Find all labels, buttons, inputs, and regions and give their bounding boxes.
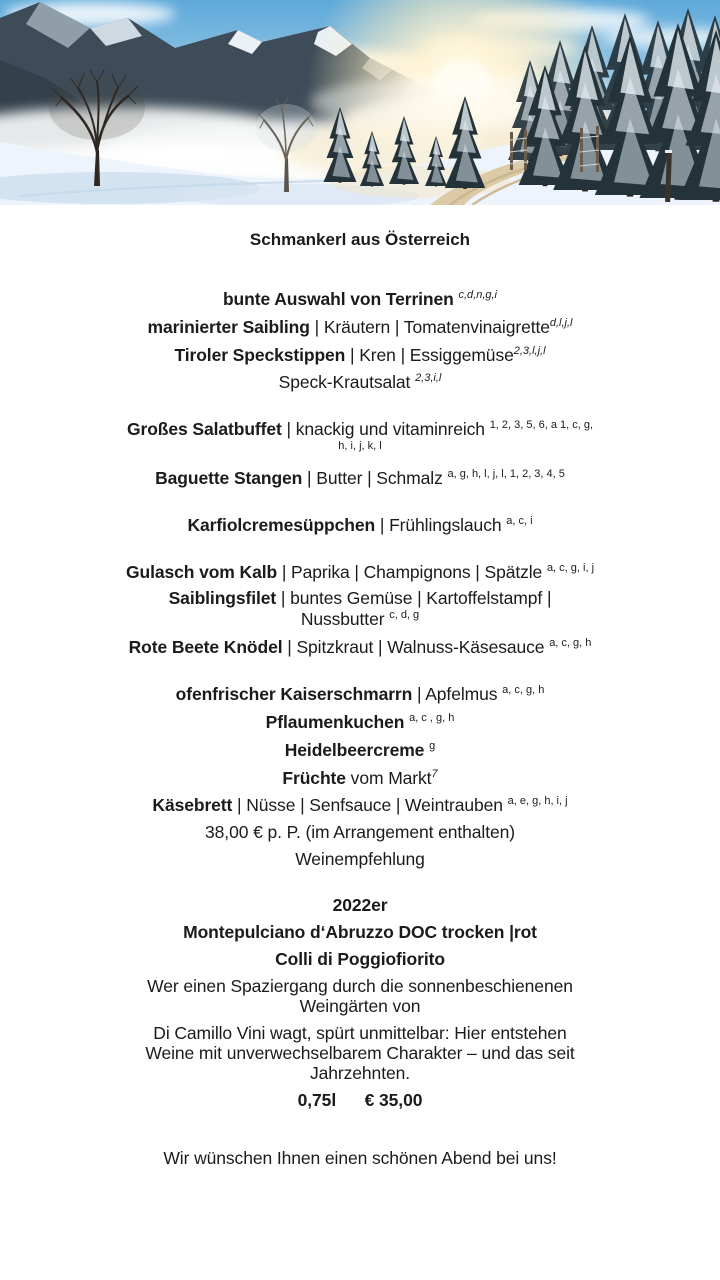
dish-description: Wer einen Spaziergang durch die sonnenbeschienenen — [147, 976, 573, 997]
dish-name: bunte Auswahl von Terrinen — [222, 288, 459, 309]
allergen-codes: g — [429, 739, 436, 752]
menu-line — [40, 344, 680, 365]
dish-description: | Frühlingslauch — [379, 514, 507, 535]
allergen-codes: a, c, i — [506, 514, 533, 527]
dish-description: Nussbutter — [300, 609, 390, 630]
menu-line — [40, 1023, 680, 1083]
allergen-codes: a, c, g, i, j — [546, 561, 595, 574]
dish-name: Saiblingsfilet — [168, 588, 277, 609]
dish-name: ofenfrischer Kaiserschmarrn — [175, 683, 413, 704]
closing-line: Wir wünschen Ihnen einen schönen Abend bei uns! — [163, 1148, 557, 1169]
menu-line — [40, 767, 680, 788]
menu-line — [40, 467, 680, 488]
allergen-codes: h, i, j, k, l — [338, 440, 382, 453]
allergen-codes: a, c , g, h — [409, 711, 455, 724]
menu-sections — [40, 288, 680, 1110]
menu-line — [40, 976, 680, 1016]
menu-line — [40, 636, 680, 657]
allergen-codes: c,d,n,g,i — [458, 289, 498, 301]
menu-line — [40, 316, 680, 337]
menu-line — [40, 794, 680, 815]
dish-description: | Butter | Schmalz — [302, 467, 448, 488]
dish-description: | buntes Gemüse | Kartoffelstampf | — [276, 588, 552, 609]
menu-line — [40, 922, 680, 942]
allergen-codes: 2,3,l,j,l — [513, 344, 546, 357]
menu-section-dessert-und-preis — [40, 683, 680, 869]
menu-line — [40, 895, 680, 915]
menu-line — [40, 949, 680, 969]
page-title: Schmankerl aus Österreich — [249, 230, 471, 249]
closing-section — [40, 1148, 680, 1168]
dish-description: | Apfelmus — [412, 683, 503, 704]
dish-description: | knackig und vitaminreich — [281, 419, 490, 440]
dish-description: | Kräutern | Tomatenvinaigrette — [309, 316, 550, 337]
dish-description: Weinempfehlung — [295, 849, 425, 870]
menu-section-salatbuffet — [40, 418, 680, 487]
menu-line — [40, 683, 680, 704]
dish-name: Colli di Poggiofiorito — [275, 949, 445, 970]
menu-section-hauptgaenge — [40, 561, 680, 657]
allergen-codes: a, e, g, h, i, j — [507, 795, 568, 808]
dish-name: 0,75l € 35,00 — [297, 1090, 423, 1111]
menu-page — [0, 205, 720, 1168]
allergen-codes: a, g, h, l, j, l, 1, 2, 3, 4, 5 — [447, 467, 565, 480]
dish-description: | Paprika | Champignons | Spätzle — [277, 561, 547, 582]
dish-name: Gulasch vom Kalb — [125, 561, 278, 582]
menu-line — [40, 288, 680, 309]
menu-line — [40, 514, 680, 535]
dish-name: Heidelbeercreme — [284, 739, 430, 760]
menu-line — [40, 822, 680, 842]
dish-name: Karfiolcremesüppchen — [187, 514, 380, 535]
dish-description: Weine mit unverwechselbarem Charakter – und das seit — [145, 1043, 575, 1064]
dish-name: Rote Beete Knödel — [128, 637, 283, 658]
dish-description: Weingärten von — [299, 996, 421, 1017]
allergen-codes: 2,3,i,l — [415, 372, 442, 385]
dish-name: Pflaumenkuchen — [265, 711, 410, 732]
menu-section-vorspeisen — [40, 288, 680, 392]
dish-description: Jahrzehnten. — [310, 1063, 410, 1084]
menu-section-weinempfehlung — [40, 895, 680, 1110]
menu-section-suppe — [40, 514, 680, 535]
allergen-codes: a, c, g, h — [502, 684, 545, 697]
dish-description: vom Markt — [345, 767, 432, 788]
dish-description: 38,00 € p. P. (im Arrangement enthalten) — [205, 822, 515, 843]
menu-line — [40, 849, 680, 869]
allergen-codes: 7 — [431, 767, 438, 780]
allergen-codes: c, d, g — [389, 609, 420, 622]
allergen-codes: d,l,j,l — [549, 316, 573, 329]
menu-line — [40, 1090, 680, 1110]
menu-line — [40, 739, 680, 760]
dish-name: Baguette Stangen — [155, 467, 303, 488]
menu-line — [40, 561, 680, 582]
dish-name: Tiroler Speckstippen — [174, 344, 346, 365]
dish-name: marinierter Saibling — [147, 316, 310, 337]
menu-line — [40, 371, 680, 392]
hero-image — [0, 0, 720, 205]
allergen-codes: a, c, g, h — [549, 637, 592, 650]
dish-name: Montepulciano d‘Abruzzo DOC trocken |rot — [183, 922, 537, 943]
dish-description: | Spitzkraut | Walnuss-Käsesauce — [282, 637, 550, 658]
menu-line — [40, 711, 680, 732]
dish-name: 2022er — [332, 895, 388, 916]
dish-description: | Kren | Essiggemüse — [345, 344, 514, 365]
dish-name: Früchte — [282, 767, 346, 788]
dish-name: Großes Salatbuffet — [126, 419, 282, 440]
allergen-codes: 1, 2, 3, 5, 6, a 1, c, g, — [489, 419, 594, 432]
dish-description: Di Camillo Vini wagt, spürt unmittelbar: Hier entstehen — [153, 1023, 567, 1044]
menu-line — [40, 588, 680, 629]
menu-line — [40, 418, 680, 460]
dish-description: Speck-Krautsalat — [278, 372, 416, 393]
dish-name: Käsebrett — [152, 795, 233, 816]
dish-description: | Nüsse | Senfsauce | Weintrauben — [232, 795, 508, 816]
